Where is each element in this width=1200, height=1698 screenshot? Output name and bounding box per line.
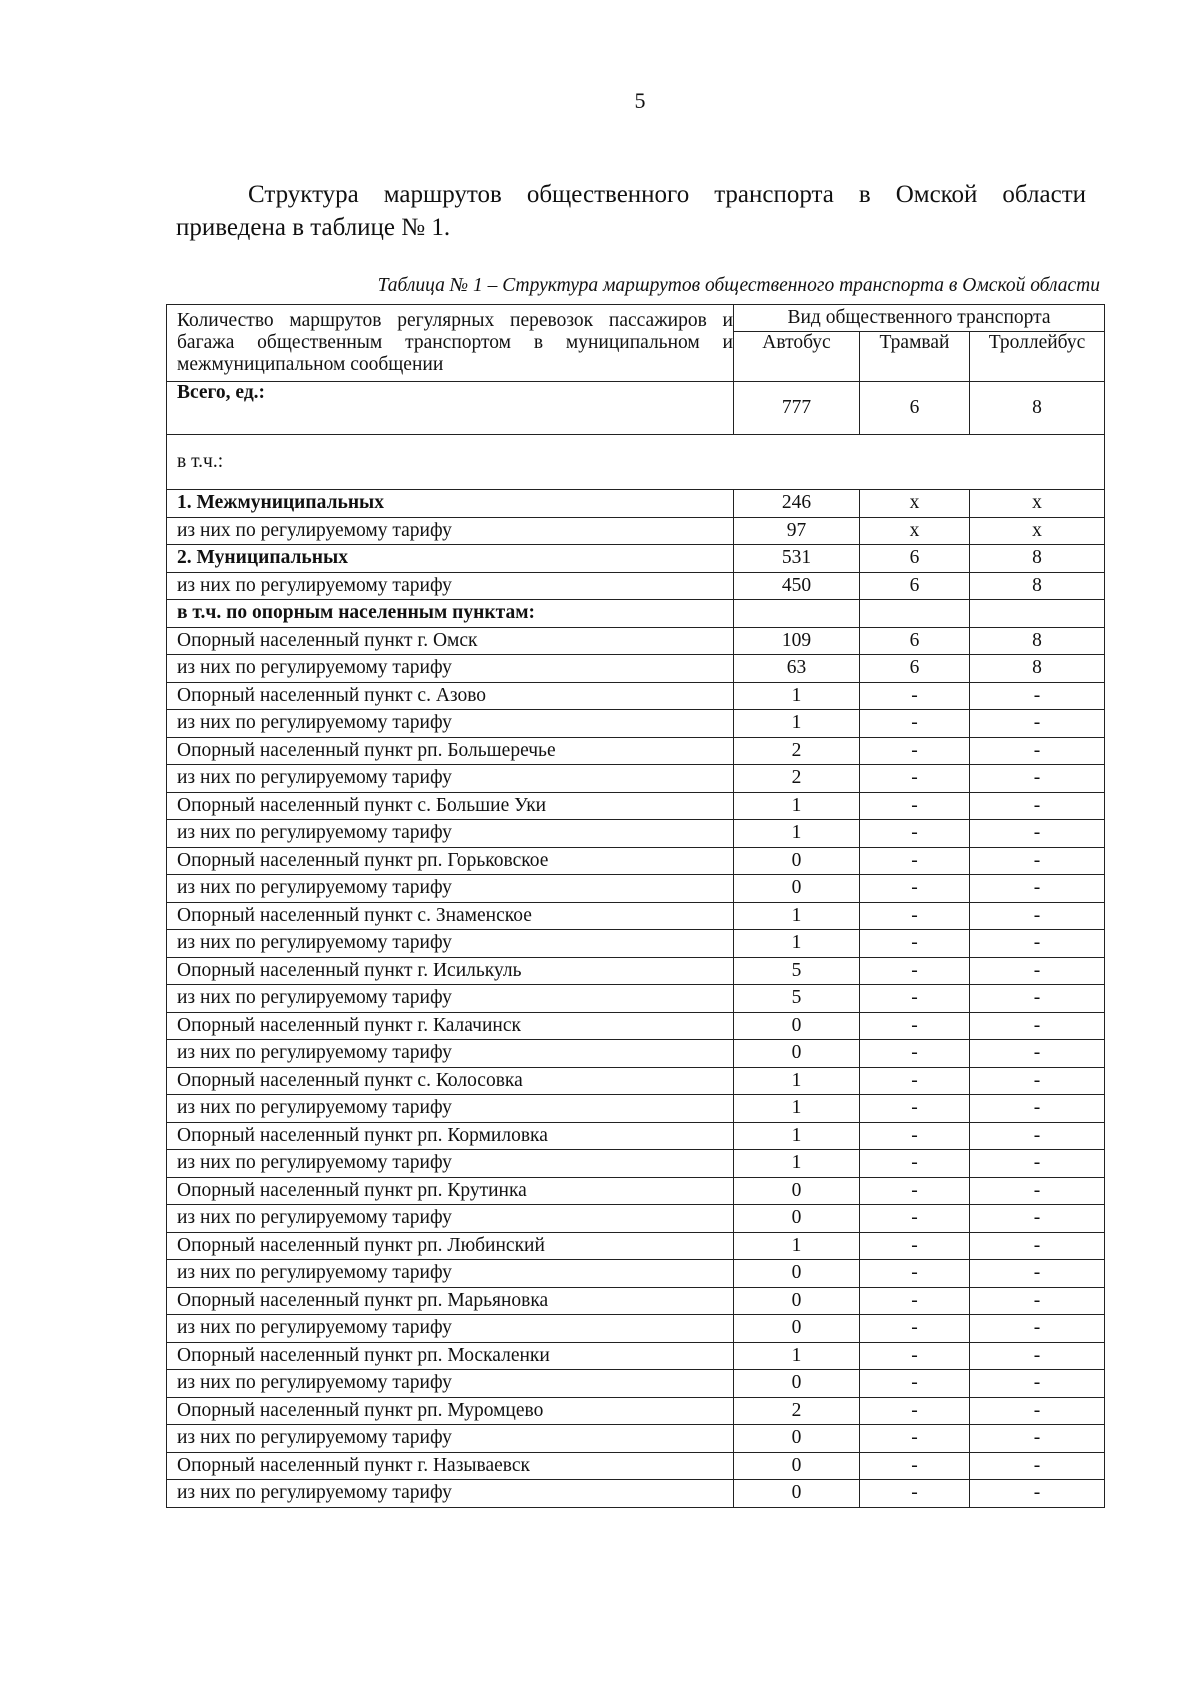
- intro-paragraph: Структура маршрутов общественного транспорта в Омской области приведена в таблице № 1.: [176, 181, 1086, 241]
- tram-value: -: [860, 1040, 970, 1068]
- trolleybus-value: -: [970, 1425, 1105, 1453]
- trolleybus-value: -: [970, 902, 1105, 930]
- table-row: [167, 655, 1105, 683]
- total-bus: 777: [734, 382, 860, 435]
- tram-value: х: [860, 517, 970, 545]
- row-label: Опорный населенный пункт с. Азово: [167, 682, 734, 710]
- including-row: [167, 435, 1105, 490]
- column-header-trolleybus: Троллейбус: [970, 332, 1105, 382]
- table-row: [167, 600, 1105, 628]
- row-label: из них по регулируемому тарифу: [167, 985, 734, 1013]
- row-label: из них по регулируемому тарифу: [167, 875, 734, 903]
- tram-value: -: [860, 682, 970, 710]
- tram-value: -: [860, 1012, 970, 1040]
- tram-value: -: [860, 902, 970, 930]
- bus-value: 0: [734, 1480, 860, 1508]
- trolleybus-value: -: [970, 985, 1105, 1013]
- bus-value: 0: [734, 847, 860, 875]
- bus-value: 1: [734, 820, 860, 848]
- trolleybus-value: 8: [970, 655, 1105, 683]
- tram-value: 6: [860, 572, 970, 600]
- row-label: из них по регулируемому тарифу: [167, 1150, 734, 1178]
- tram-value: -: [860, 792, 970, 820]
- tram-value: [860, 600, 970, 628]
- row-label: Опорный населенный пункт рп. Москаленки: [167, 1342, 734, 1370]
- table-row: [167, 1287, 1105, 1315]
- column-header-tram: Трамвай: [860, 332, 970, 382]
- bus-value: 1: [734, 682, 860, 710]
- tram-value: 6: [860, 627, 970, 655]
- bus-value: 0: [734, 1260, 860, 1288]
- tram-value: -: [860, 985, 970, 1013]
- total-tram: 6: [860, 382, 970, 435]
- row-label: Опорный населенный пункт г. Называевск: [167, 1452, 734, 1480]
- table-row: [167, 1095, 1105, 1123]
- trolleybus-value: 8: [970, 627, 1105, 655]
- table-row: [167, 1397, 1105, 1425]
- table-row: [167, 737, 1105, 765]
- tram-value: -: [860, 1122, 970, 1150]
- trolleybus-value: -: [970, 1260, 1105, 1288]
- column-header-bus: Автобус: [734, 332, 860, 382]
- tram-value: -: [860, 930, 970, 958]
- bus-value: [734, 600, 860, 628]
- table-row: [167, 1177, 1105, 1205]
- table-row: [167, 875, 1105, 903]
- tram-value: х: [860, 490, 970, 518]
- row-label: из них по регулируемому тарифу: [167, 820, 734, 848]
- trolleybus-value: -: [970, 1177, 1105, 1205]
- tram-value: -: [860, 1177, 970, 1205]
- trolleybus-value: х: [970, 490, 1105, 518]
- table-row: [167, 545, 1105, 573]
- trolleybus-value: х: [970, 517, 1105, 545]
- bus-value: 1: [734, 1067, 860, 1095]
- trolleybus-value: 8: [970, 545, 1105, 573]
- row-label: 2. Муниципальных: [167, 545, 734, 573]
- row-label: Опорный населенный пункт с. Колосовка: [167, 1067, 734, 1095]
- page-number: 5: [634, 88, 646, 113]
- row-label: из них по регулируемому тарифу: [167, 1425, 734, 1453]
- routes-table: [166, 304, 1105, 1508]
- header-label-cell: Количество маршрутов регулярных перевозок пассажиров и багажа общественным транспортом в муниципальном и межмуниципальном сообщении: [167, 305, 734, 382]
- trolleybus-value: -: [970, 820, 1105, 848]
- row-label: Опорный населенный пункт рп. Кормиловка: [167, 1122, 734, 1150]
- transport-type-header: Вид общественного транспорта: [734, 305, 1105, 332]
- tram-value: -: [860, 1095, 970, 1123]
- row-label: Опорный населенный пункт с. Знаменское: [167, 902, 734, 930]
- row-label: Опорный населенный пункт рп. Любинский: [167, 1232, 734, 1260]
- table-row: [167, 1067, 1105, 1095]
- tram-value: -: [860, 765, 970, 793]
- bus-value: 0: [734, 1012, 860, 1040]
- tram-value: -: [860, 1260, 970, 1288]
- bus-value: 2: [734, 737, 860, 765]
- tram-value: -: [860, 875, 970, 903]
- bus-value: 450: [734, 572, 860, 600]
- row-label: Опорный населенный пункт рп. Крутинка: [167, 1177, 734, 1205]
- row-label: из них по регулируемому тарифу: [167, 1260, 734, 1288]
- total-label: Всего, ед.:: [167, 382, 734, 435]
- bus-value: 531: [734, 545, 860, 573]
- table-row: [167, 820, 1105, 848]
- bus-value: 97: [734, 517, 860, 545]
- table-row: [167, 1425, 1105, 1453]
- trolleybus-value: -: [970, 792, 1105, 820]
- bus-value: 0: [734, 1177, 860, 1205]
- row-label: из них по регулируемому тарифу: [167, 1040, 734, 1068]
- table-row: [167, 1040, 1105, 1068]
- trolleybus-value: -: [970, 710, 1105, 738]
- tram-value: -: [860, 1287, 970, 1315]
- row-label: из них по регулируемому тарифу: [167, 572, 734, 600]
- tram-value: -: [860, 710, 970, 738]
- table-row: [167, 682, 1105, 710]
- table-row: [167, 1315, 1105, 1343]
- bus-value: 5: [734, 985, 860, 1013]
- trolleybus-value: -: [970, 1452, 1105, 1480]
- table-row: [167, 1122, 1105, 1150]
- table-row: [167, 957, 1105, 985]
- bus-value: 1: [734, 792, 860, 820]
- tram-value: -: [860, 957, 970, 985]
- trolleybus-value: -: [970, 1397, 1105, 1425]
- table-row: [167, 490, 1105, 518]
- row-label: Опорный населенный пункт г. Омск: [167, 627, 734, 655]
- table-row: [167, 847, 1105, 875]
- tram-value: -: [860, 1067, 970, 1095]
- table-row: [167, 710, 1105, 738]
- bus-value: 5: [734, 957, 860, 985]
- row-label: из них по регулируемому тарифу: [167, 710, 734, 738]
- row-label: Опорный населенный пункт г. Калачинск: [167, 1012, 734, 1040]
- bus-value: 63: [734, 655, 860, 683]
- row-label: Опорный населенный пункт с. Большие Уки: [167, 792, 734, 820]
- tram-value: -: [860, 820, 970, 848]
- trolleybus-value: -: [970, 1205, 1105, 1233]
- row-label: из них по регулируемому тарифу: [167, 765, 734, 793]
- trolleybus-value: -: [970, 1232, 1105, 1260]
- trolleybus-value: -: [970, 1315, 1105, 1343]
- trolleybus-value: -: [970, 957, 1105, 985]
- row-label: Опорный населенный пункт г. Исилькуль: [167, 957, 734, 985]
- trolleybus-value: -: [970, 765, 1105, 793]
- bus-value: 0: [734, 1205, 860, 1233]
- table-row: [167, 1342, 1105, 1370]
- bus-value: 0: [734, 1315, 860, 1343]
- table-row: [167, 1480, 1105, 1508]
- row-label: из них по регулируемому тарифу: [167, 1370, 734, 1398]
- trolleybus-value: [970, 600, 1105, 628]
- tram-value: -: [860, 1315, 970, 1343]
- bus-value: 1: [734, 1122, 860, 1150]
- table-caption: Таблица № 1 – Структура маршрутов общественного транспорта в Омской области: [377, 275, 1100, 296]
- trolleybus-value: -: [970, 875, 1105, 903]
- trolleybus-value: -: [970, 1287, 1105, 1315]
- trolleybus-value: -: [970, 930, 1105, 958]
- tram-value: -: [860, 847, 970, 875]
- bus-value: 0: [734, 1452, 860, 1480]
- bus-value: 2: [734, 765, 860, 793]
- table-row: [167, 1012, 1105, 1040]
- row-label: Опорный населенный пункт рп. Большеречье: [167, 737, 734, 765]
- table-row: [167, 627, 1105, 655]
- table-row: [167, 572, 1105, 600]
- row-label: 1. Межмуниципальных: [167, 490, 734, 518]
- row-label: в т.ч. по опорным населенным пунктам:: [167, 600, 734, 628]
- tram-value: -: [860, 1342, 970, 1370]
- tram-value: -: [860, 1370, 970, 1398]
- trolleybus-value: -: [970, 1342, 1105, 1370]
- bus-value: 1: [734, 1342, 860, 1370]
- row-label: из них по регулируемому тарифу: [167, 655, 734, 683]
- row-label: Опорный населенный пункт рп. Горьковское: [167, 847, 734, 875]
- including-label: в т.ч.:: [167, 435, 1105, 490]
- bus-value: 246: [734, 490, 860, 518]
- table-row: [167, 1370, 1105, 1398]
- bus-value: 1: [734, 1232, 860, 1260]
- table-row: [167, 1232, 1105, 1260]
- bus-value: 1: [734, 930, 860, 958]
- row-label: из них по регулируемому тарифу: [167, 1315, 734, 1343]
- tram-value: -: [860, 737, 970, 765]
- table-row: [167, 517, 1105, 545]
- table-row: [167, 985, 1105, 1013]
- trolleybus-value: 8: [970, 572, 1105, 600]
- table-row: [167, 765, 1105, 793]
- header-row-1: [167, 305, 1105, 332]
- bus-value: 1: [734, 1150, 860, 1178]
- table-row: [167, 1452, 1105, 1480]
- trolleybus-value: -: [970, 847, 1105, 875]
- table-row: [167, 792, 1105, 820]
- bus-value: 1: [734, 1095, 860, 1123]
- tram-value: -: [860, 1205, 970, 1233]
- trolleybus-value: -: [970, 737, 1105, 765]
- row-label: из них по регулируемому тарифу: [167, 930, 734, 958]
- row-label: из них по регулируемому тарифу: [167, 1480, 734, 1508]
- bus-value: 1: [734, 902, 860, 930]
- table-row: [167, 1150, 1105, 1178]
- tram-value: -: [860, 1452, 970, 1480]
- bus-value: 0: [734, 1425, 860, 1453]
- trolleybus-value: -: [970, 1122, 1105, 1150]
- trolleybus-value: -: [970, 682, 1105, 710]
- trolleybus-value: -: [970, 1480, 1105, 1508]
- bus-value: 2: [734, 1397, 860, 1425]
- table-row: [167, 1205, 1105, 1233]
- bus-value: 0: [734, 1040, 860, 1068]
- trolleybus-value: -: [970, 1012, 1105, 1040]
- trolleybus-value: -: [970, 1370, 1105, 1398]
- total-trolleybus: 8: [970, 382, 1105, 435]
- row-label: из них по регулируемому тарифу: [167, 1205, 734, 1233]
- tram-value: -: [860, 1480, 970, 1508]
- table-row: [167, 1260, 1105, 1288]
- row-label: из них по регулируемому тарифу: [167, 1095, 734, 1123]
- bus-value: 0: [734, 1287, 860, 1315]
- row-label: Опорный населенный пункт рп. Муромцево: [167, 1397, 734, 1425]
- bus-value: 0: [734, 875, 860, 903]
- total-row: [167, 382, 1105, 435]
- row-label: из них по регулируемому тарифу: [167, 517, 734, 545]
- table-row: [167, 902, 1105, 930]
- trolleybus-value: -: [970, 1150, 1105, 1178]
- trolleybus-value: -: [970, 1095, 1105, 1123]
- tram-value: -: [860, 1425, 970, 1453]
- tram-value: -: [860, 1150, 970, 1178]
- row-label: Опорный населенный пункт рп. Марьяновка: [167, 1287, 734, 1315]
- table-row: [167, 930, 1105, 958]
- bus-value: 109: [734, 627, 860, 655]
- tram-value: -: [860, 1232, 970, 1260]
- bus-value: 1: [734, 710, 860, 738]
- tram-value: -: [860, 1397, 970, 1425]
- tram-value: 6: [860, 655, 970, 683]
- trolleybus-value: -: [970, 1067, 1105, 1095]
- tram-value: 6: [860, 545, 970, 573]
- trolleybus-value: -: [970, 1040, 1105, 1068]
- bus-value: 0: [734, 1370, 860, 1398]
